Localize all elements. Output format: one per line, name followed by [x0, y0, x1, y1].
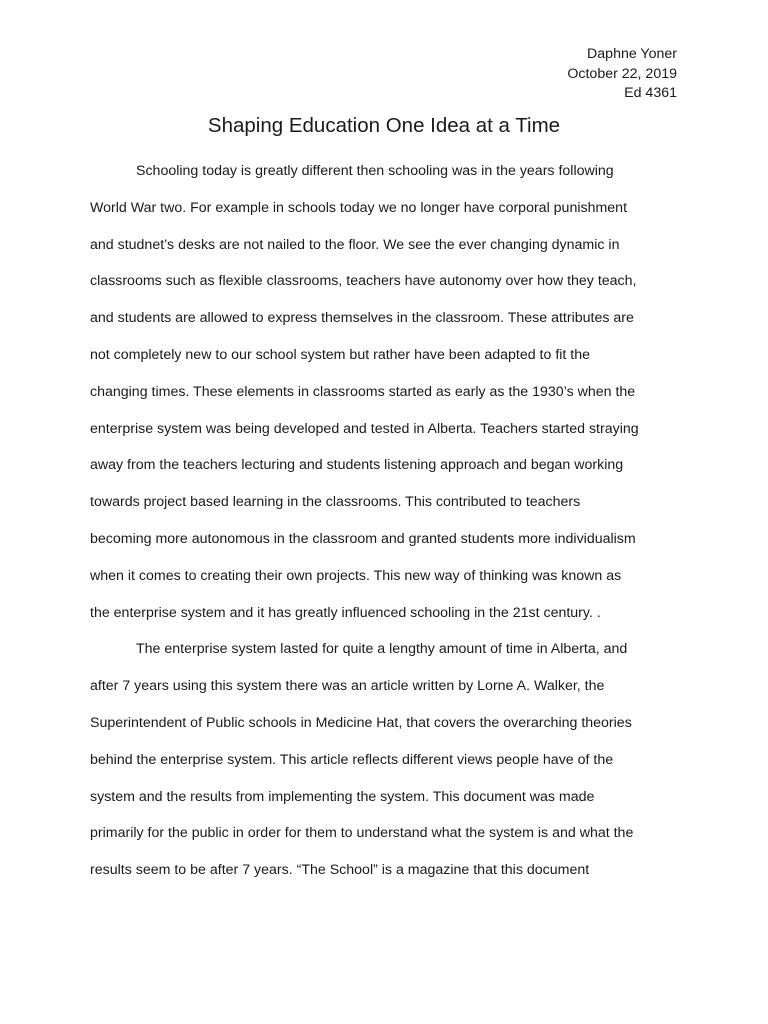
paragraph-line: and students are allowed to express themselves in the classroom. These attributes are [90, 310, 634, 327]
paragraph-line: towards project based learning in the classrooms. This contributed to teachers [90, 494, 581, 511]
document-date: October 22, 2019 [567, 65, 677, 82]
paragraph-line: away from the teachers lecturing and students listening approach and began working [90, 457, 624, 474]
header-block [567, 45, 677, 104]
paragraph-line: changing times. These elements in classrooms started as early as the 1930’s when the [90, 383, 636, 400]
paragraph-line: primarily for the public in order for them to understand what the system is and what the [90, 825, 634, 842]
paragraph-line: and studnet’s desks are not nailed to the floor. We see the ever changing dynamic in [90, 236, 620, 253]
paragraph-line: system and the results from implementing the system. This document was made [90, 788, 595, 805]
paragraph-line: becoming more autonomous in the classroom and granted students more individualism [90, 530, 636, 547]
paragraph-line: Superintendent of Public schools in Medicine Hat, that covers the overarching theories [90, 714, 632, 731]
paragraph-line: enterprise system was being developed and tested in Alberta. Teachers started straying [90, 420, 639, 437]
paragraph-line: The enterprise system lasted for quite a lengthy amount of time in Alberta, and [136, 641, 628, 658]
body-text [90, 153, 690, 889]
paragraph-line: not completely new to our school system but rather have been adapted to fit the [90, 346, 591, 363]
paragraph-line: the enterprise system and it has greatly influenced schooling in the 21st century. . [90, 604, 601, 621]
author-name: Daphne Yoner [587, 46, 677, 62]
paragraph-line: when it comes to creating their own projects. This new way of thinking was known as [90, 567, 622, 584]
course-code: Ed 4361 [624, 85, 677, 101]
paragraph-line: after 7 years using this system there was an article written by Lorne A. Walker, the [90, 678, 605, 695]
paragraph-line: results seem to be after 7 years. “The School” is a magazine that this document [90, 862, 590, 879]
paragraph-line: classrooms such as flexible classrooms, teachers have autonomy over how they teach, [90, 273, 637, 290]
paragraph-line: World War two. For example in schools today we no longer have corporal punishment [90, 199, 628, 216]
paragraph-line: behind the enterprise system. This article reflects different views people have of the [90, 751, 614, 768]
document-title: Shaping Education One Idea at a Time [207, 114, 561, 137]
paragraph-line: Schooling today is greatly different then schooling was in the years following [136, 163, 614, 179]
